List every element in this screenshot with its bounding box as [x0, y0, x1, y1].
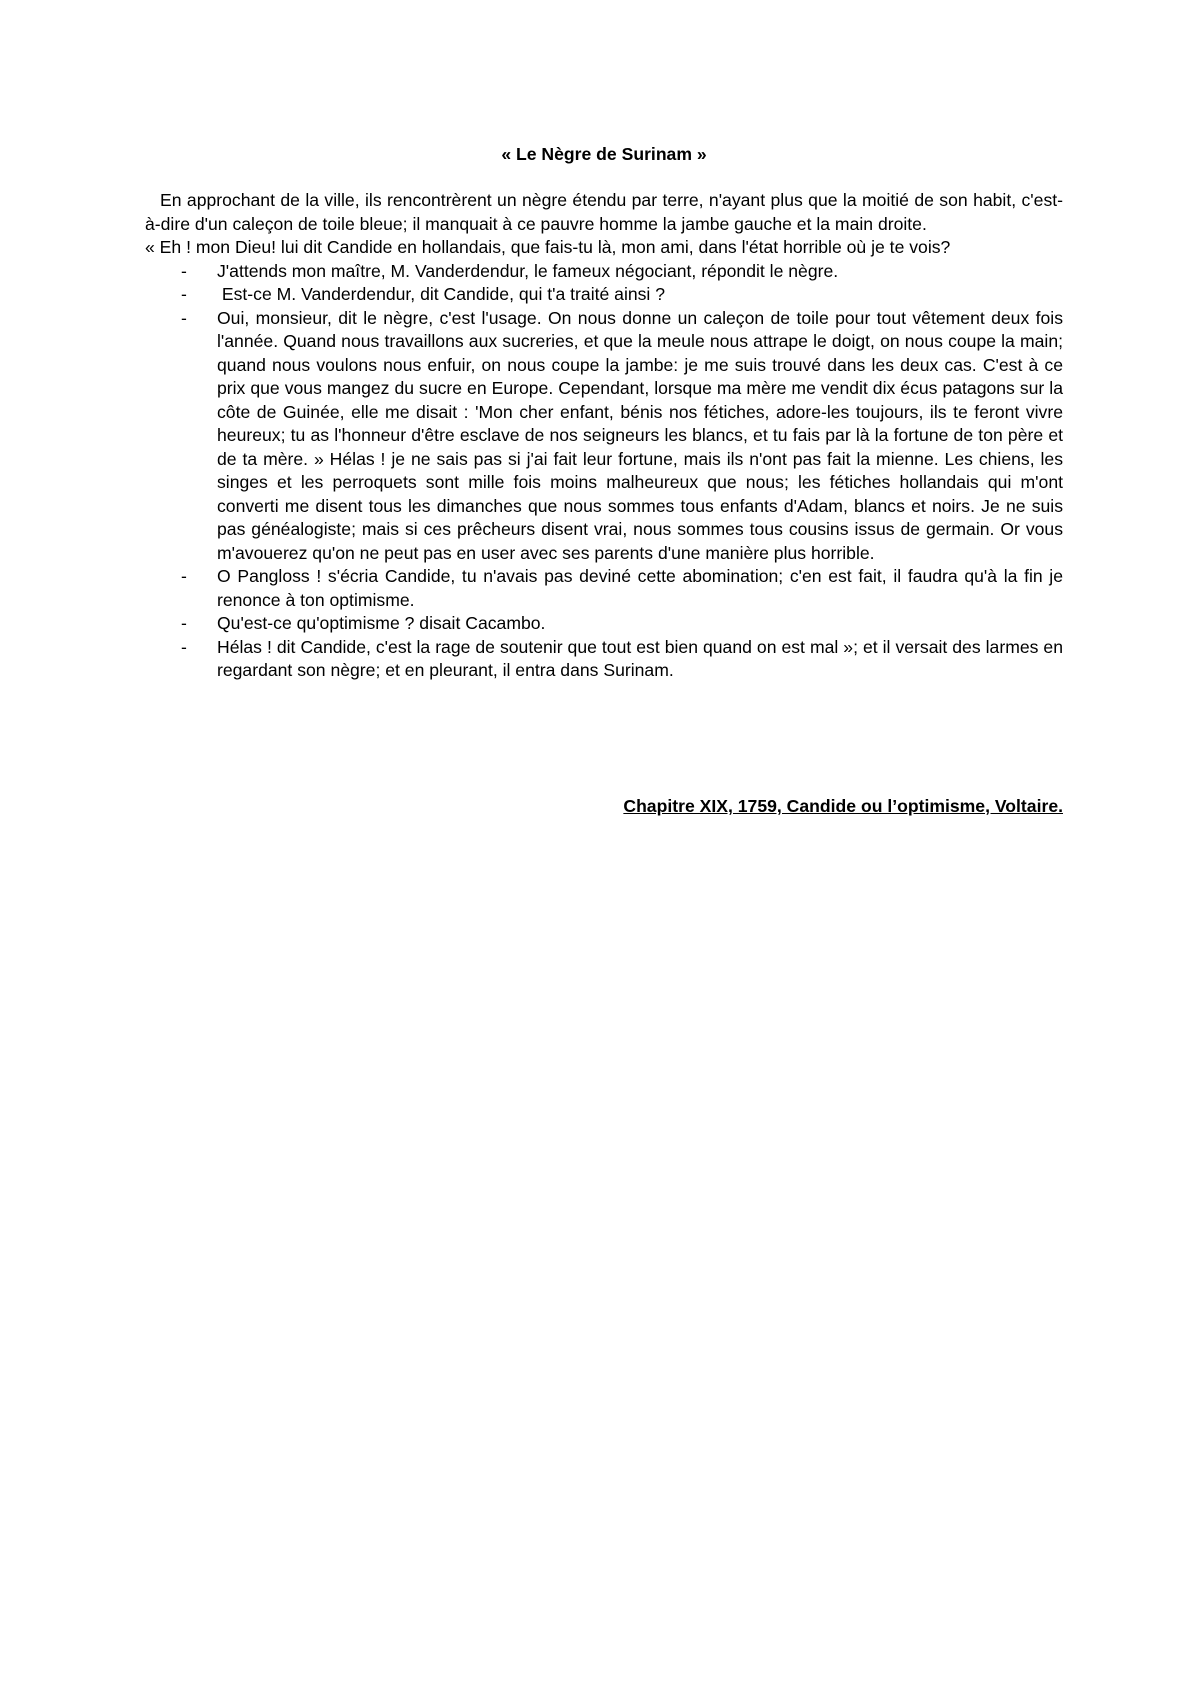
dialogue-line [145, 636, 1063, 683]
dialogue-text: Hélas ! dit Candide, c'est la rage de soutenir que tout est bien quand on est mal »; et il versait des larmes en regardant son nègre; et en pleurant, il entra dans Surinam. [217, 636, 1063, 680]
dash-marker: - [181, 307, 187, 328]
dialogue-line [145, 283, 1063, 307]
dialogue-line [145, 260, 1063, 284]
dialogue-text: Est-ce M. Vanderdendur, dit Candide, qui t'a traité ainsi ? [217, 284, 666, 304]
dialogue-text: J'attends mon maître, M. Vanderdendur, le fameux négociant, répondit le nègre. [217, 260, 839, 281]
dash-marker: - [181, 260, 187, 281]
dialogue-text: Qu'est-ce qu'optimisme ? disait Cacambo. [217, 613, 546, 633]
dash-marker: - [181, 636, 187, 657]
dialogue-list [145, 260, 1063, 683]
document-title: « Le Nègre de Surinam » [501, 144, 707, 164]
dash-marker: - [181, 613, 187, 633]
intro-paragraph: En approchant de la ville, ils rencontrèrent un nègre étendu par terre, n'ayant plus que la moitié de son habit, c'est-à-dire d'un caleçon de toile bleue; il manquait à ce pauvre homme la jambe gauche et la main droite. [145, 190, 1063, 234]
dialogue-text: Oui, monsieur, dit le nègre, c'est l'usage. On nous donne un caleçon de toile pour tout vêtement deux fois l'année. Quand nous travaillons aux sucreries, et que la meule nous attrape le doigt, on nous coupe la main; quand nous voulons nous enfuir, on nous coupe la jambe: je me suis trouvé dans les deux cas. C'est à ce prix que vous mangez du sucre en Europe. Cependant, lorsque ma mère me vendit dix écus patagons sur la côte de Guinée, elle me disait : 'Mon cher enfant, bénis nos fétiches, adore-les toujours, ils te feront vivre heureux; tu as l'honneur d'être esclave de nos seigneurs les blancs, et tu fais par là la fortune de ton père et de ta mère. » Hélas ! je ne sais pas si j'ai fait leur fortune, mais ils n'ont pas fait la mienne. Les chiens, les singes et les perroquets sont mille fois moins malheureux que nous; les fétiches hollandais qui m'ont converti me disent tous les dimanches que nous sommes tous enfants d'Adam, blancs et noirs. Je ne suis pas généalogiste; mais si ces prêcheurs disent vrai, nous sommes tous cousins issus de germain. Or vous m'avouerez qu'on ne peut pas en user avec ses parents d'une manière plus horrible. [217, 307, 1063, 563]
dialogue-line [145, 307, 1063, 566]
opening-line: « Eh ! mon Dieu! lui dit Candide en hollandais, que fais-tu là, mon ami, dans l'état horrible où je te vois? [145, 237, 951, 257]
dash-marker: - [181, 284, 187, 304]
dialogue-line [145, 612, 1063, 636]
dialogue-text: O Pangloss ! s'écria Candide, tu n'avais pas deviné cette abomination; c'en est fait, il faudra qu'à la fin je renonce à ton optimisme. [217, 566, 1063, 610]
source-citation: Chapitre XIX, 1759, Candide ou l’optimisme, Voltaire. [623, 796, 1063, 816]
dialogue-line [145, 565, 1063, 612]
text-body [145, 189, 1063, 683]
dash-marker: - [181, 566, 187, 586]
